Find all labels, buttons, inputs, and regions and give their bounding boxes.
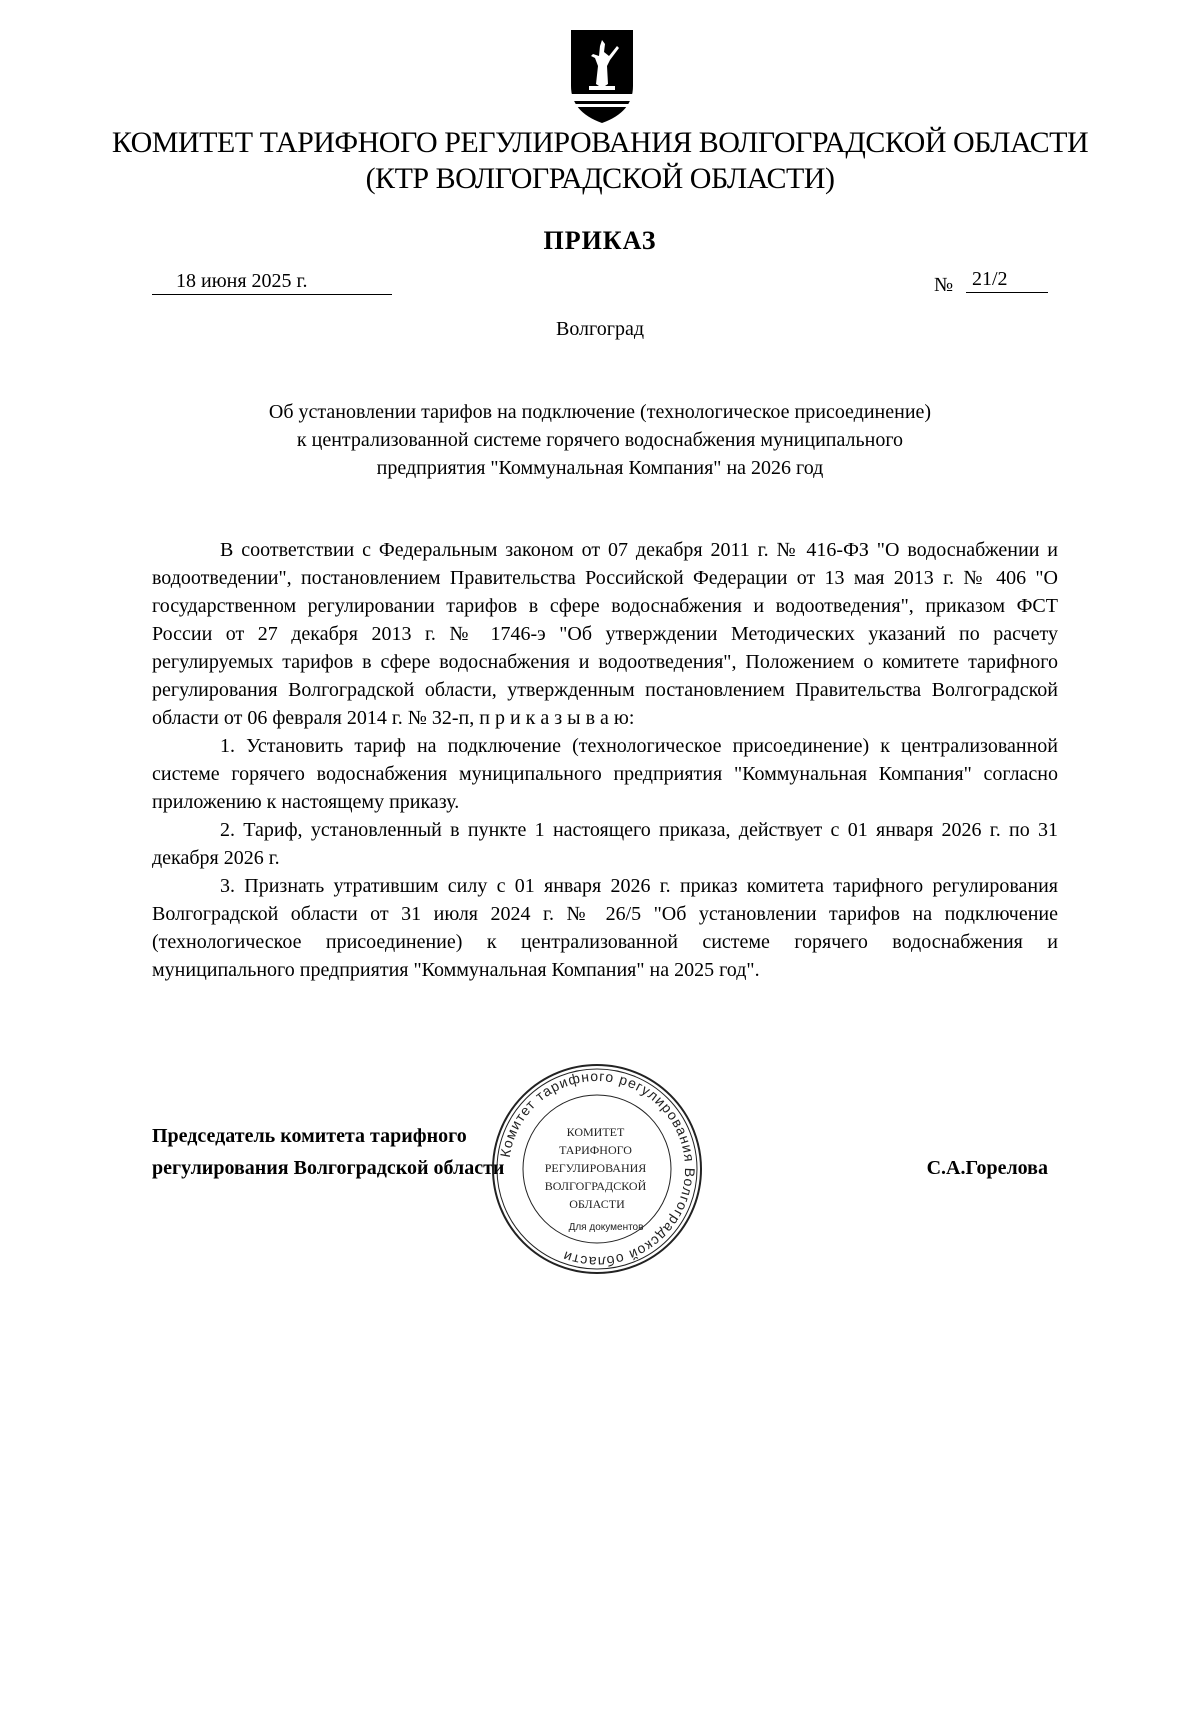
- order-date: 18 июня 2025 г.: [152, 268, 392, 295]
- clause-2: 2. Тариф, установленный в пункте 1 настоящего приказа, действует с 01 января 2026 г. по 31 декабря 2026 г.: [152, 819, 1058, 869]
- stamp-bottom-text: Для документов: [568, 1222, 644, 1233]
- signatory-title-line: Председатель комитета тарифного: [152, 1125, 467, 1147]
- number-sign: №: [934, 274, 954, 296]
- clause-3: 3. Признать утратившим силу с 01 января 2026 г. приказ комитета тарифного регулирования Волгоградской области от 31 июля 2024 г. № 26/5 "Об установлении тарифов на подключение (технологическое присоединение) к централизованной системе горячего водоснабжения и муниципального предприятия "Коммунальная Компания" на 2025 год".: [152, 875, 1058, 981]
- organization-name: КОМИТЕТ ТАРИФНОГО РЕГУЛИРОВАНИЯ ВОЛГОГРАДСКОЙ ОБЛАСТИ: [111, 126, 1089, 159]
- stamp-center-text: КОМИТЕТ ТАРИФНОГО РЕГУЛИРОВАНИЯ ВОЛГОГРАДСКОЙ ОБЛАСТИ: [544, 1125, 647, 1211]
- order-number: 21/2: [966, 266, 1048, 293]
- organization-abbreviation: (КТР ВОЛГОГРАДСКОЙ ОБЛАСТИ): [365, 162, 835, 195]
- stamp-ring-text: Комитет тарифного регулирования Волгоградской области: [496, 1067, 699, 1271]
- subject-line: Об установлении тарифов на подключение (технологическое присоединение): [268, 401, 932, 423]
- order-subject: [150, 398, 1050, 482]
- subject-line: к централизованной системе горячего водоснабжения муниципального: [296, 429, 904, 451]
- coat-of-arms-icon: [569, 26, 635, 126]
- clause-1: 1. Установить тариф на подключение (технологическое присоединение) к централизованной системе горячего водоснабжения муниципального предприятия "Коммунальная Компания" согласно приложению к настоящему приказу.: [152, 735, 1058, 813]
- signatory-name: С.А.Горелова: [926, 1157, 1048, 1179]
- order-body: [152, 536, 1058, 984]
- order-city: Волгоград: [555, 318, 645, 340]
- official-stamp: [488, 1060, 706, 1278]
- preamble-paragraph: В соответствии с Федеральным законом от 07 декабря 2011 г. № 416-ФЗ "О водоснабжении и водоотведении", постановлением Правительства Российской Федерации от 13 мая 2013 г. № 406 "О государственном регулировании тарифов в сфере водоснабжения и водоотведения", приказом ФСТ России от 27 декабря 2013 г. № 1746-э "Об утверждении Методических указаний по расчету регулируемых тарифов в сфере водоснабжения и водоотведения", Положением о комитете тарифного регулирования Волгоградской области, утвержденным постановлением Правительства Волгоградской области от 06 февраля 2014 г. № 32-п, п р и к а з ы в а ю:: [152, 539, 1058, 729]
- signatory-title-line: регулирования Волгоградской области: [152, 1157, 505, 1179]
- document-type: ПРИКАЗ: [543, 226, 657, 255]
- subject-line: предприятия "Коммунальная Компания" на 2026 год: [376, 457, 824, 479]
